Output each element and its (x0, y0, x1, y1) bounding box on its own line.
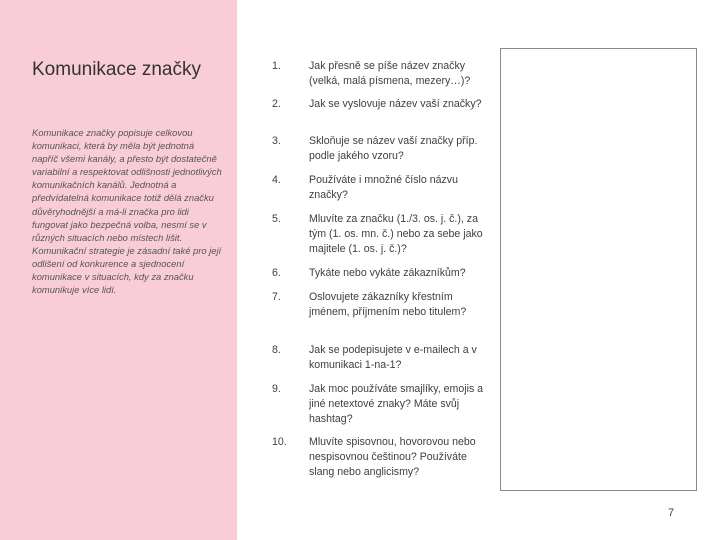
question-text: Tykáte nebo vykáte zákazníkům? (309, 267, 466, 279)
question-text: Používáte i množné číslo názvu značky? (309, 174, 458, 201)
question-number: 6. (272, 267, 281, 279)
answer-box (500, 48, 697, 491)
sidebar-panel (0, 0, 237, 540)
question-text: Jak se podepisujete v e-mailech a v komunikaci 1-na-1? (309, 344, 477, 371)
question-number: 8. (272, 344, 281, 356)
question-number: 4. (272, 174, 281, 186)
question-number: 9. (272, 383, 281, 395)
question-text: Jak se vyslovuje název vaší značky? (309, 98, 482, 110)
question-text: Skloňuje se název vaší značky příp. podle jakého vzoru? (309, 135, 478, 162)
question-number: 5. (272, 213, 281, 225)
question-number: 10. (272, 436, 287, 448)
question-text: Jak přesně se píše název značky (velká, malá písmena, mezery…)? (309, 60, 471, 87)
question-text: Mluvíte spisovnou, hovorovou nebo nespisovnou češtinou? Používáte slang nebo anglicismy? (309, 436, 476, 478)
question-number: 2. (272, 98, 281, 110)
question-number: 7. (272, 291, 281, 303)
question-number: 1. (272, 60, 281, 72)
slide-description: Komunikace značky popisuje celkovou komunikaci, která by měla být jednotná napříč všemi kanály, a přesto být dostatečně variabilní a respektovat odlišnosti jednotlivých komunikačních kanálů. Jednotná a předvídatelná komunikace totiž dělá značku důvěryhodnější a má-li značka pro lidi fungovat jako bezpečná volba, nesmí se v různých situacích nebo místech lišit. Komunikační strategie je zásadní také pro její odlišení od konkurence a sjednocení komunikace v situacích, kdy za značku komunikuje více lidí. (32, 127, 222, 296)
page-number: 7 (668, 507, 675, 519)
question-text: Jak moc používáte smajlíky, emojis a jiné netextové znaky? Máte svůj hashtag? (309, 383, 484, 425)
question-number: 3. (272, 135, 281, 147)
slide-title: Komunikace značky (32, 59, 201, 80)
question-text: Oslovujete zákazníky křestním jménem, příjmením nebo titulem? (309, 291, 467, 318)
question-text: Mluvíte za značku (1./3. os. j. č.), za tým (1. os. mn. č.) nebo za sebe jako majitele (1. os. j. č.)? (309, 213, 483, 255)
